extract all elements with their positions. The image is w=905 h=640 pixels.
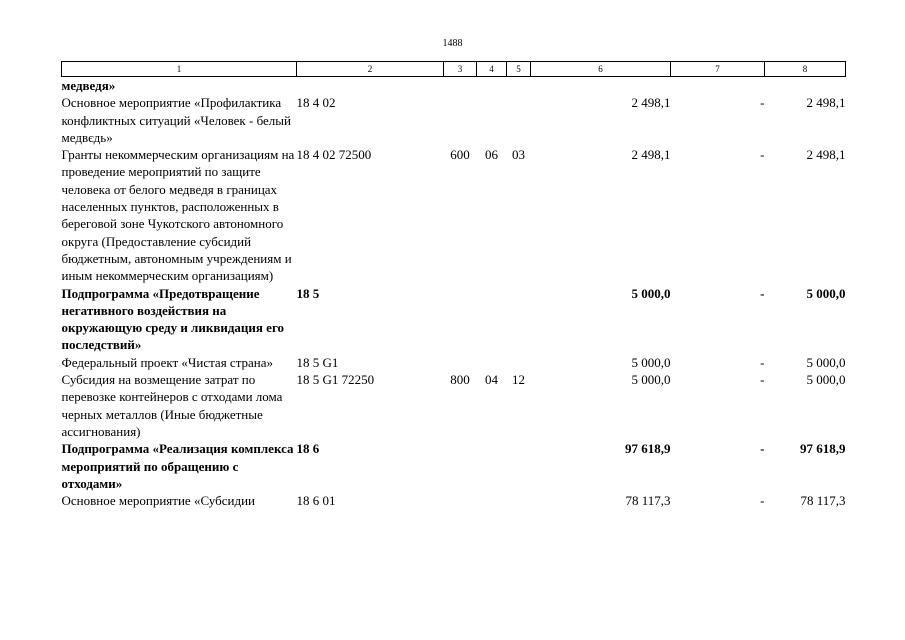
row-name: Субсидия на возмещение затрат по перевозке контейнеров с отходами лома черных металлов (Иные бюджетные ассигнования) <box>61 372 283 439</box>
row-code: 18 4 02 72500 <box>296 147 372 163</box>
row-value-7: - <box>760 354 765 370</box>
header-col-8: 8 <box>765 62 846 77</box>
row-col-3 <box>444 77 477 95</box>
row-value-6: 78 117,3 <box>625 493 671 509</box>
row-value-8 <box>765 77 846 95</box>
row-col-4 <box>477 77 507 95</box>
row-col-5 <box>507 492 531 509</box>
row-col-3: 600 <box>450 147 470 163</box>
row-code: 18 5 <box>296 285 320 301</box>
table-body <box>62 77 846 510</box>
budget-table <box>61 61 846 509</box>
row-value-8: 2 498,1 <box>806 95 846 111</box>
row-value-6: 2 498,1 <box>631 95 671 111</box>
row-value-8: 78 117,3 <box>800 493 846 509</box>
row-value-6: 5 000,0 <box>631 354 671 370</box>
row-col-4 <box>477 440 507 492</box>
row-value-7: - <box>760 372 765 388</box>
row-code: 18 5 G1 <box>296 354 339 370</box>
row-col-4 <box>477 94 507 146</box>
row-value-6 <box>531 77 671 95</box>
row-col-3 <box>444 492 477 509</box>
header-col-6: 6 <box>531 62 671 77</box>
row-col-5: 12 <box>512 372 525 388</box>
row-code: 18 6 01 <box>296 493 336 509</box>
row-col-4: 06 <box>485 147 498 163</box>
row-value-7: - <box>760 147 765 163</box>
row-value-8: 5 000,0 <box>806 372 846 388</box>
row-value-7: - <box>760 493 765 509</box>
table-row <box>62 371 846 440</box>
row-name: Основное мероприятие «Субсидии <box>61 493 255 509</box>
row-col-5 <box>507 354 531 371</box>
row-col-4 <box>477 492 507 509</box>
row-value-6: 5 000,0 <box>631 285 671 301</box>
row-value-6: 5 000,0 <box>631 372 671 388</box>
row-value-8: 97 618,9 <box>800 441 846 457</box>
row-col-5 <box>507 94 531 146</box>
row-value-7 <box>671 77 765 95</box>
row-col-3 <box>444 94 477 146</box>
row-value-7: - <box>760 285 765 301</box>
row-col-3 <box>444 285 477 354</box>
header-col-4: 4 <box>477 62 507 77</box>
row-value-8: 5 000,0 <box>806 354 846 370</box>
row-value-8: 2 498,1 <box>806 147 846 163</box>
row-col-5: 03 <box>512 147 525 163</box>
row-col-4: 04 <box>485 372 498 388</box>
header-row <box>62 62 846 77</box>
table-row <box>62 94 846 146</box>
row-value-6: 2 498,1 <box>631 147 671 163</box>
row-col-3: 800 <box>450 372 470 388</box>
header-col-1: 1 <box>62 62 297 77</box>
row-col-5 <box>507 77 531 95</box>
table-row <box>62 492 846 509</box>
row-col-5 <box>507 440 531 492</box>
row-value-6: 97 618,9 <box>625 441 671 457</box>
row-value-7: - <box>760 441 765 457</box>
table-row <box>62 77 846 95</box>
table-row <box>62 285 846 354</box>
row-code: 18 5 G1 72250 <box>296 372 375 388</box>
header-col-2: 2 <box>297 62 444 77</box>
row-value-8: 5 000,0 <box>806 285 846 301</box>
row-code: 18 6 <box>296 441 320 457</box>
row-name: Гранты некоммерческим организациям на проведение мероприятий по защите человека от белого медведя в границах населенных пунктов, расположенных в береговой зоне Чукотского автономного округа (Предоставление субсидий бюджетным, автономным учреждениям и иным некоммерческим организациям) <box>61 147 295 284</box>
table-row <box>62 354 846 371</box>
page-number: 1488 <box>442 38 463 49</box>
header-col-7: 7 <box>671 62 765 77</box>
row-col-4 <box>477 354 507 371</box>
row-name: медведя» <box>61 78 116 93</box>
row-value-7: - <box>760 95 765 111</box>
row-code <box>297 77 444 95</box>
row-name: Основное мероприятие «Профилактика конфликтных ситуаций «Человек - белый медвєдь» <box>61 95 291 145</box>
header-col-5: 5 <box>507 62 531 77</box>
row-col-5 <box>507 285 531 354</box>
row-col-3 <box>444 440 477 492</box>
row-col-3 <box>444 354 477 371</box>
header-col-3: 3 <box>444 62 477 77</box>
row-name: Федеральный проект «Чистая страна» <box>61 354 274 370</box>
table-row <box>62 146 846 284</box>
row-col-4 <box>477 285 507 354</box>
row-name: Подпрограмма «Предотвращение негативного воздействия на окружающую среду и ликвидация его последствий» <box>61 285 285 353</box>
row-name: Подпрограмма «Реализация комплекса мероприятий по обращению с отходами» <box>61 441 294 491</box>
row-code: 18 4 02 <box>296 95 336 111</box>
table-row <box>62 440 846 492</box>
